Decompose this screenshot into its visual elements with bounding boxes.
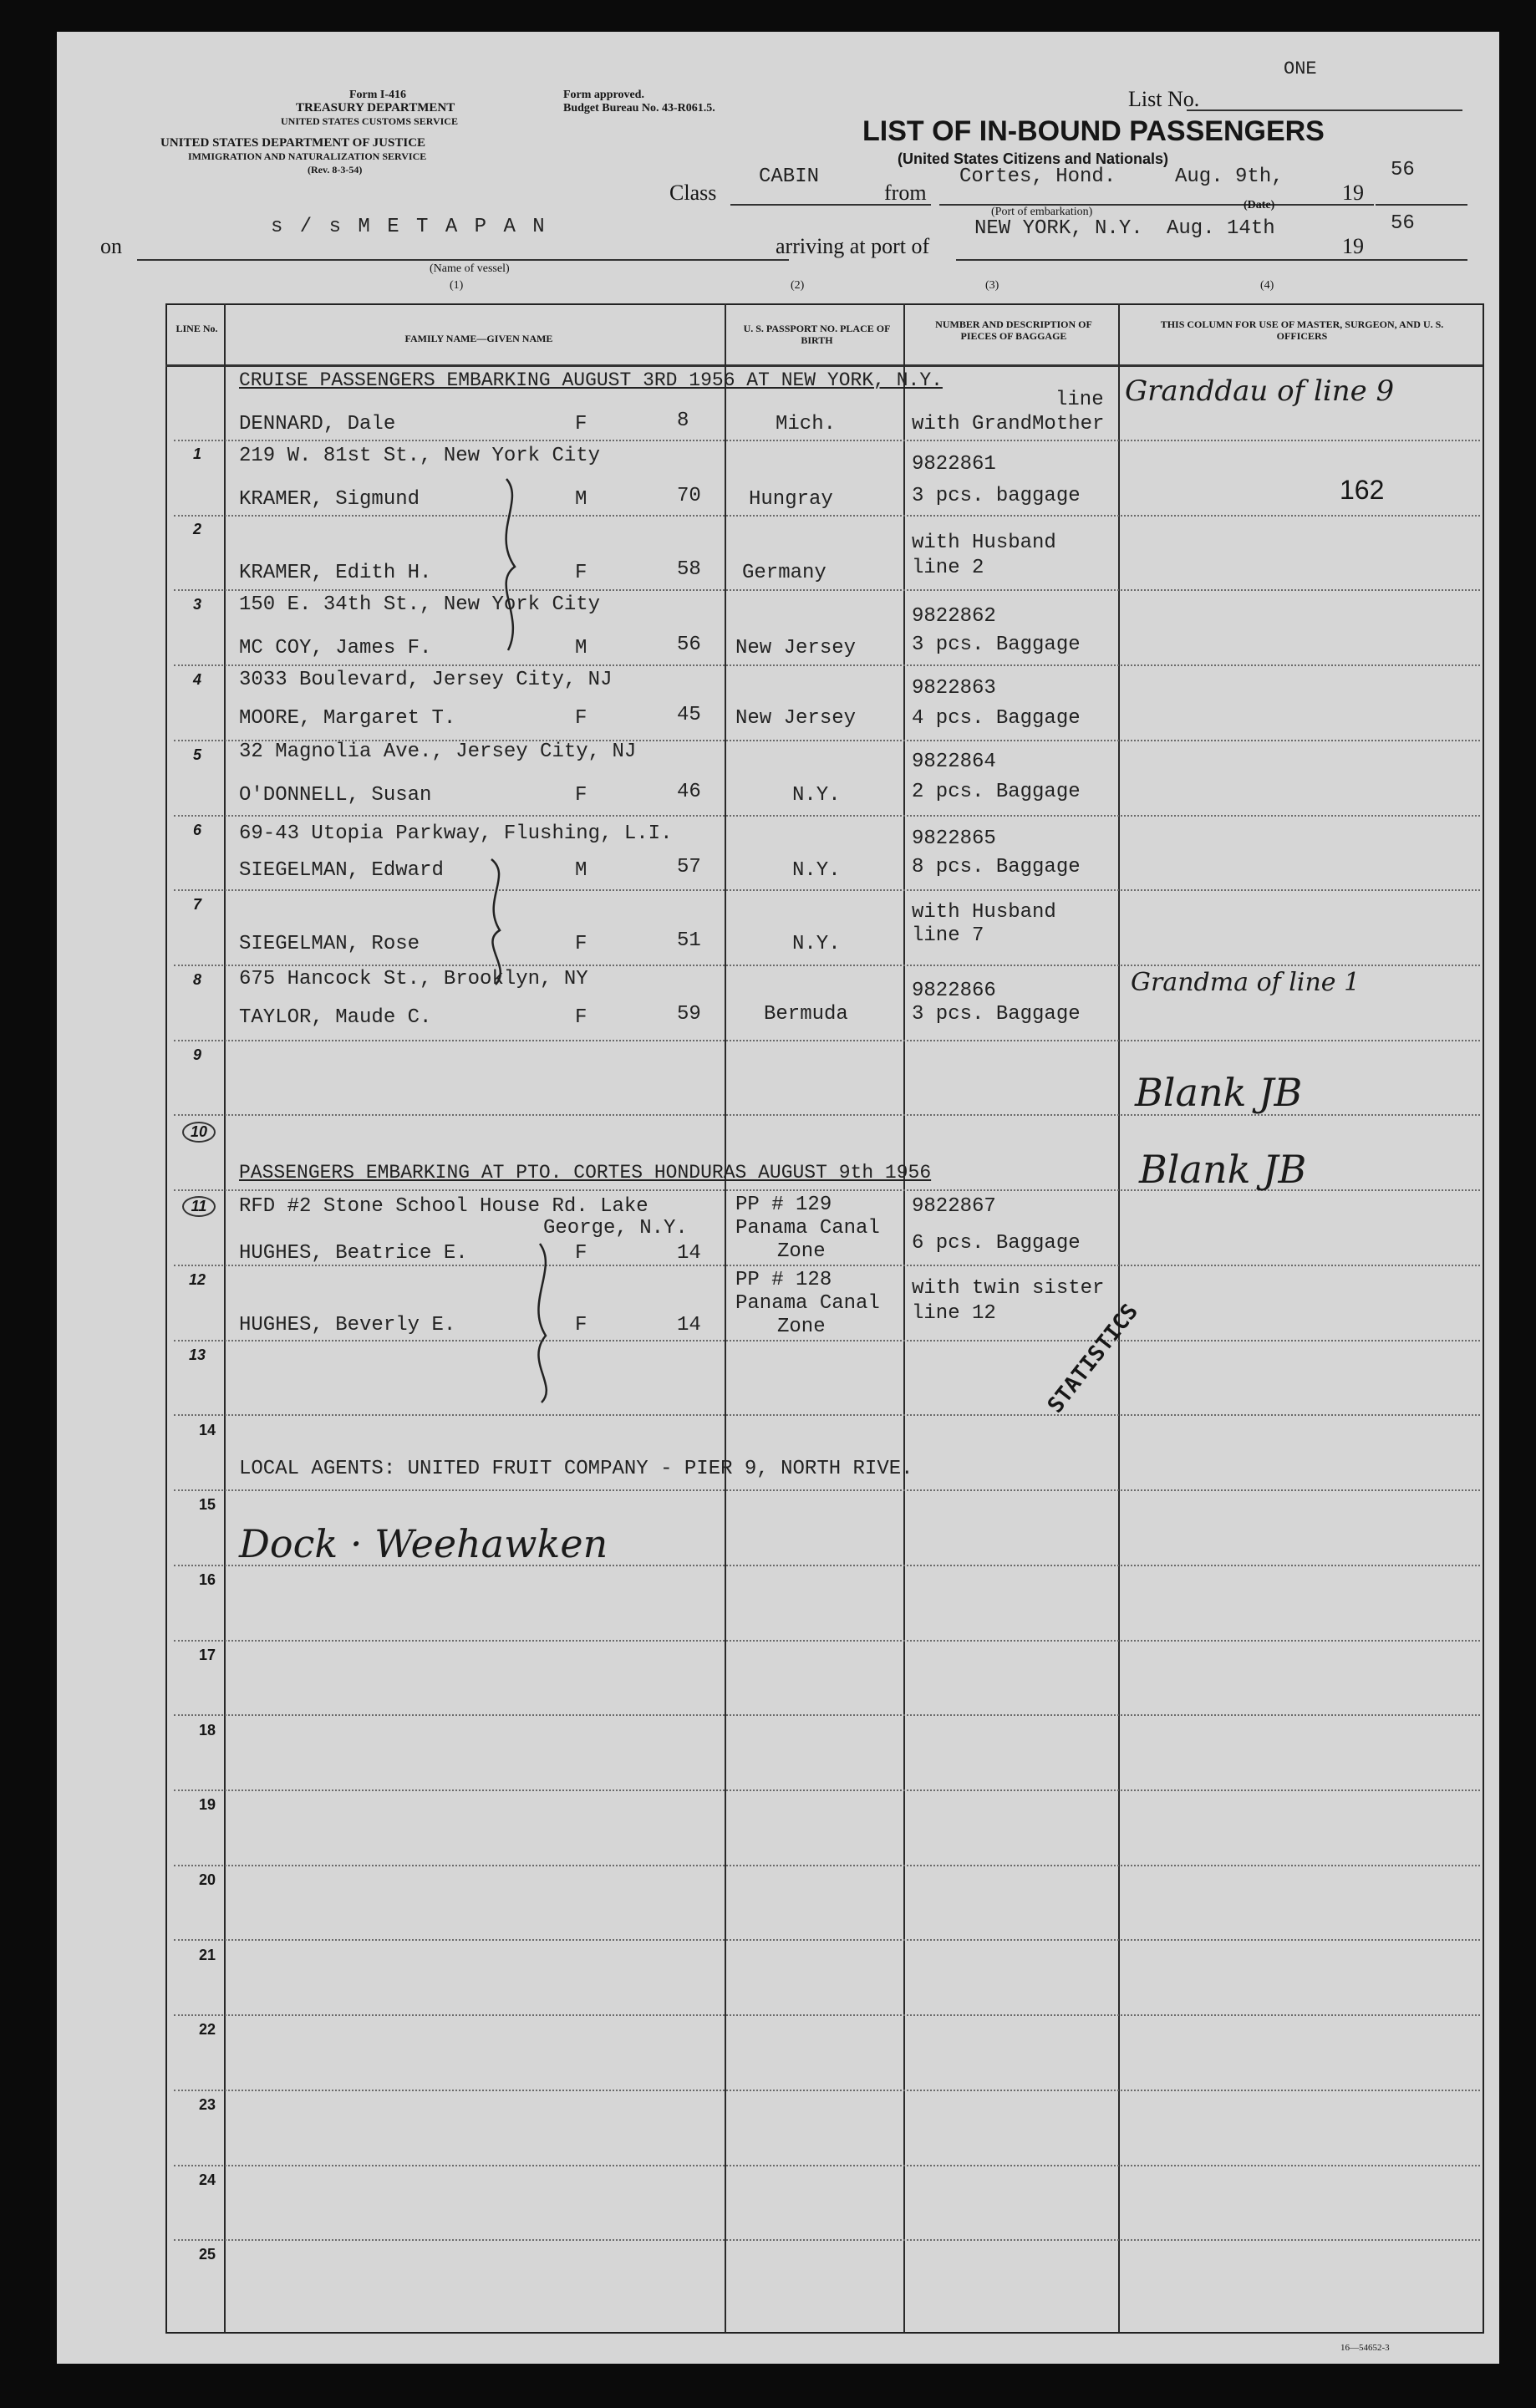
passenger-age: 70 [677, 485, 701, 507]
baggage: 6 pcs. Baggage [912, 1232, 1081, 1255]
line-number: 21 [198, 1947, 216, 1963]
place-of-birth: Mich. [776, 413, 837, 435]
col-index-4: (4) [1260, 279, 1274, 292]
line-number: 22 [198, 2021, 216, 2038]
line-number: 14 [198, 1422, 216, 1438]
blank-signature: Blank JB [1135, 1070, 1303, 1115]
place-of-birth: N.Y. [792, 859, 841, 882]
ticket-number: 9822867 [912, 1195, 996, 1218]
passenger-age: 51 [677, 929, 701, 952]
place-of-birth: New Jersey [735, 707, 857, 730]
passenger-sex: F [575, 562, 587, 584]
place-of-birth: New Jersey [735, 637, 857, 659]
statistics-stamp: STATISTICS [1043, 1299, 1144, 1418]
form-approved: Form approved. [563, 89, 644, 101]
address: 219 W. 81st St., New York City [239, 445, 601, 467]
line-number: 2 [192, 521, 201, 537]
line-number: 19 [198, 1796, 216, 1813]
local-agents: LOCAL AGENTS: UNITED FRUIT COMPANY - PIER 9, NORTH RIVE. [239, 1458, 913, 1480]
passenger-sex: F [575, 1314, 587, 1336]
line-number: 9 [192, 1046, 201, 1063]
place-of-birth: N.Y. [792, 933, 841, 955]
passenger-age: 56 [677, 634, 701, 656]
ins-service: IMMIGRATION AND NATURALIZATION SERVICE [188, 150, 427, 162]
passenger-age: 14 [677, 1242, 701, 1265]
passenger-name: TAYLOR, Maude C. [239, 1006, 432, 1029]
passenger-name: HUGHES, Beatrice E. [239, 1242, 468, 1265]
dock-note: Dock · Weehawken [239, 1521, 608, 1566]
ticket-number: 9822865 [912, 827, 996, 850]
passport-number: PP # 129 [735, 1194, 832, 1216]
line-number: 16 [198, 1571, 216, 1588]
line-number: 15 [198, 1496, 216, 1513]
baggage: line 2 [912, 557, 984, 579]
passenger-name: MOORE, Margaret T. [239, 707, 456, 730]
passenger-age: 45 [677, 704, 701, 726]
manifest-page [57, 32, 1499, 2364]
from-port: Cortes, Hond. [959, 165, 1116, 188]
year-1: 56 [1391, 159, 1415, 181]
arriving-label: arriving at port of [776, 234, 930, 258]
passenger-age: 58 [677, 558, 701, 581]
line-number: 11 [182, 1196, 216, 1217]
list-no-value: ONE [1284, 59, 1317, 79]
passenger-name: KRAMER, Sigmund [239, 488, 420, 511]
pto-section-header: PASSENGERS EMBARKING AT PTO. CORTES HONDURAS AUGUST 9th 1956 [239, 1162, 932, 1184]
place-of-birth: N.Y. [792, 784, 841, 807]
baggage: line 12 [912, 1302, 996, 1325]
line-number: 7 [192, 896, 201, 913]
col-line-no: LINE No. [175, 323, 218, 334]
line-number: 4 [192, 671, 201, 688]
address: 150 E. 34th St., New York City [239, 593, 601, 616]
baggage: line 7 [912, 924, 984, 947]
address: 675 Hancock St., Brooklyn, NY [239, 968, 588, 990]
baggage: with twin sister [912, 1277, 1105, 1300]
on-label: on [100, 234, 122, 258]
officer-note: Grandma of line 1 [1131, 968, 1361, 997]
address: RFD #2 Stone School House Rd. Lake [239, 1195, 648, 1218]
class-value: CABIN [759, 165, 820, 188]
baggage: with Husband [912, 532, 1056, 554]
ticket-number: 9822866 [912, 980, 996, 1002]
passenger-name: KRAMER, Edith H. [239, 562, 432, 584]
passenger-age: 46 [677, 781, 701, 803]
baggage: 3 pcs. Baggage [912, 634, 1081, 656]
place-of-birth: Zone [777, 1240, 826, 1263]
line-number: 6 [192, 822, 201, 838]
family-brackets [57, 32, 1499, 2364]
officer-note-number: 162 [1340, 475, 1385, 505]
baggage: 4 pcs. Baggage [912, 707, 1081, 730]
place-of-birth: Bermuda [764, 1003, 848, 1026]
from-label: from [884, 181, 927, 205]
place-of-birth: Germany [742, 562, 826, 584]
passenger-sex: M [575, 637, 587, 659]
ticket-number: 9822862 [912, 605, 996, 628]
passenger-name: HUGHES, Beverly E. [239, 1314, 456, 1336]
passenger-age: 8 [677, 410, 689, 432]
port-embark-label: (Port of embarkation) [991, 206, 1093, 218]
line-number: 1 [192, 445, 201, 462]
passenger-sex: M [575, 859, 587, 882]
col-name: FAMILY NAME—GIVEN NAME [404, 333, 553, 344]
year-label-1: 19 [1342, 181, 1364, 205]
passenger-name: MC COY, James F. [239, 637, 432, 659]
arrival-date: Aug. 14th [1167, 217, 1275, 240]
revision: (Rev. 8-3-54) [308, 164, 363, 176]
passenger-name: SIEGELMAN, Edward [239, 859, 444, 882]
line-number: 13 [188, 1347, 206, 1363]
line-number: 25 [198, 2246, 216, 2263]
class-label: Class [669, 181, 717, 205]
passenger-name: SIEGELMAN, Rose [239, 933, 420, 955]
passenger-sex: F [575, 413, 587, 435]
place-of-birth: Panama Canal [735, 1292, 880, 1315]
place-of-birth: Zone [777, 1316, 826, 1338]
baggage: with Husband [912, 901, 1056, 924]
address: 69-43 Utopia Parkway, Flushing, L.I. [239, 822, 673, 845]
passenger-name: O'DONNELL, Susan [239, 784, 432, 807]
blank-signature: Blank JB [1139, 1147, 1307, 1192]
col-baggage: NUMBER AND DESCRIPTION OF PIECES OF BAGGAGE [935, 318, 1092, 342]
form-code: 16—54652-3 [1340, 2343, 1390, 2353]
form-number: Form I-416 [349, 89, 407, 101]
cruise-section-header: CRUISE PASSENGERS EMBARKING AUGUST 3RD 1956 AT NEW YORK, N.Y. [239, 369, 943, 391]
line-number: 12 [188, 1271, 206, 1288]
line-number: 17 [198, 1647, 216, 1663]
arrival-port: NEW YORK, N.Y. [974, 217, 1143, 240]
place-of-birth: Panama Canal [735, 1217, 880, 1240]
line-number: 18 [198, 1722, 216, 1739]
line-number: 23 [198, 2096, 216, 2113]
baggage: with GrandMother [912, 413, 1105, 435]
customs-service: UNITED STATES CUSTOMS SERVICE [281, 115, 458, 127]
passenger-sex: F [575, 1242, 587, 1265]
budget-bureau: Budget Bureau No. 43-R061.5. [563, 102, 715, 115]
baggage: 8 pcs. Baggage [912, 856, 1081, 878]
place-of-birth: Hungray [749, 488, 833, 511]
line-number: 5 [192, 746, 201, 763]
ticket-number: 9822864 [912, 751, 996, 773]
passport-number: PP # 128 [735, 1269, 832, 1291]
col-index-2: (2) [791, 279, 805, 292]
list-subtitle: (United States Citizens and Nationals) [898, 150, 1169, 167]
passenger-sex: F [575, 784, 587, 807]
baggage: line [1055, 389, 1104, 411]
year-label-2: 19 [1342, 234, 1364, 258]
passenger-sex: F [575, 707, 587, 730]
baggage: 3 pcs. baggage [912, 485, 1081, 507]
address: George, N.Y. [543, 1217, 688, 1240]
date-label: (Date) [1244, 199, 1275, 211]
address: 3033 Boulevard, Jersey City, NJ [239, 669, 613, 691]
officer-note: Granddau of line 9 [1125, 374, 1395, 408]
passenger-age: 59 [677, 1003, 701, 1026]
col-index-3: (3) [985, 279, 999, 292]
address: 32 Magnolia Ave., Jersey City, NJ [239, 741, 637, 763]
ticket-number: 9822861 [912, 453, 996, 476]
col-passport: U. S. PASSPORT NO. PLACE OF BIRTH [743, 323, 891, 346]
justice-dept: UNITED STATES DEPARTMENT OF JUSTICE [160, 136, 426, 150]
col-officers: THIS COLUMN FOR USE OF MASTER, SURGEON, AND U. S. OFFICERS [1160, 318, 1444, 342]
col-index-1: (1) [450, 279, 464, 292]
vessel-name: s / s M E T A P A N [271, 216, 547, 238]
passenger-name: DENNARD, Dale [239, 413, 396, 435]
line-number: 24 [198, 2171, 216, 2188]
list-no-label: List No. [1128, 87, 1200, 111]
passenger-sex: M [575, 488, 587, 511]
year-2: 56 [1391, 212, 1415, 235]
list-title: LIST OF IN-BOUND PASSENGERS [862, 115, 1325, 147]
vessel-label: (Name of vessel) [430, 262, 510, 275]
passenger-age: 14 [677, 1314, 701, 1336]
line-number: 10 [182, 1122, 216, 1143]
baggage: 3 pcs. Baggage [912, 1003, 1081, 1026]
passenger-sex: F [575, 933, 587, 955]
line-number: 20 [198, 1871, 216, 1888]
baggage: 2 pcs. Baggage [912, 781, 1081, 803]
passenger-sex: F [575, 1006, 587, 1029]
line-number: 8 [192, 971, 201, 988]
ticket-number: 9822863 [912, 677, 996, 700]
line-number: 3 [192, 596, 201, 613]
passenger-age: 57 [677, 856, 701, 878]
treasury-dept: TREASURY DEPARTMENT [296, 101, 455, 115]
from-date: Aug. 9th, [1175, 165, 1284, 188]
